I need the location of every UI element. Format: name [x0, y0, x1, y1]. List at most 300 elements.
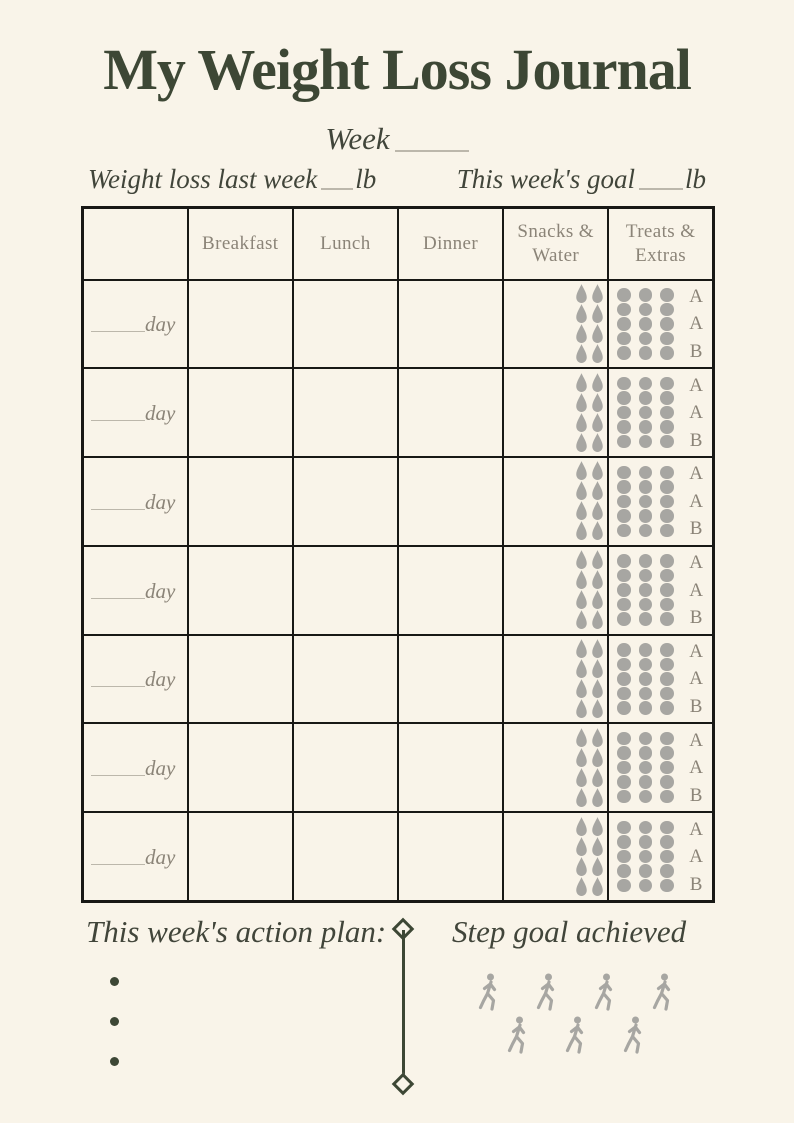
column-header-treats-extras: Treats & Extras [608, 208, 713, 280]
diamond-bottom-icon [392, 1073, 415, 1096]
day-cell [83, 812, 188, 901]
treat-dot [639, 761, 653, 775]
day-fill-in-line [91, 315, 145, 332]
dinner-cell [398, 635, 503, 724]
week-goal-label: This week's goal [456, 164, 635, 194]
water-droplet-icon [590, 432, 605, 453]
column-header-dinner: Dinner [398, 208, 503, 280]
water-droplet-icon [590, 480, 605, 501]
treat-dot [660, 612, 674, 626]
water-droplet-icon [590, 836, 605, 857]
treat-dot [660, 835, 674, 849]
water-droplet-icon [574, 787, 589, 808]
treat-dot [660, 598, 674, 612]
treat-dot [639, 406, 653, 420]
water-droplet-icon [590, 569, 605, 590]
breakfast-cell [188, 368, 293, 457]
page-title: My Weight Loss Journal [103, 37, 691, 102]
treat-dot [639, 332, 653, 346]
treat-dot [660, 480, 674, 494]
day-fill-in-line [91, 404, 145, 421]
treat-dot [639, 864, 653, 878]
day-fill-in-line [91, 493, 145, 510]
treat-dot [617, 658, 631, 672]
treat-letter: B [689, 873, 703, 895]
action-plan-bullets [110, 977, 119, 1066]
treat-dot [617, 480, 631, 494]
treat-dots-grid [617, 377, 674, 449]
lunch-cell [293, 368, 398, 457]
water-droplet-icon [590, 323, 605, 344]
treat-dot [617, 435, 631, 449]
snacks-water-cell [503, 457, 608, 546]
droplet-grid [574, 639, 605, 719]
week-row [0, 121, 794, 157]
treat-letter: A [689, 313, 703, 335]
treat-dot [660, 569, 674, 583]
table-body [83, 280, 714, 902]
treat-dot [639, 701, 653, 715]
treat-letter: A [689, 374, 703, 396]
step-goal-walkers [476, 972, 676, 1055]
day-row [83, 546, 714, 635]
treat-dots-grid [617, 466, 674, 538]
treat-dot [617, 850, 631, 864]
treat-letter: A [689, 757, 703, 779]
treat-dot [617, 317, 631, 331]
weight-loss-unit: lb [355, 164, 377, 194]
water-droplet-icon [590, 747, 605, 768]
treat-dot [639, 435, 653, 449]
treat-letter: B [689, 607, 703, 629]
water-droplet-icon [590, 372, 605, 393]
treat-dot [617, 879, 631, 893]
treat-dot [617, 495, 631, 509]
water-droplet-icon [590, 392, 605, 413]
day-label: day [145, 667, 176, 692]
breakfast-cell [188, 546, 293, 635]
walker-icon [592, 972, 618, 1012]
droplet-grid [574, 728, 605, 808]
breakfast-cell [188, 635, 293, 724]
treat-letter: A [689, 846, 703, 868]
snacks-water-cell [503, 546, 608, 635]
water-droplet-icon [574, 836, 589, 857]
subheader-row [88, 164, 706, 195]
treat-dot [660, 391, 674, 405]
treat-dot [639, 554, 653, 568]
treat-dot [660, 317, 674, 331]
water-droplet-icon [574, 856, 589, 877]
treat-dot [639, 303, 653, 317]
treat-dot [639, 420, 653, 434]
treat-dot [639, 643, 653, 657]
treat-dot [660, 509, 674, 523]
treat-dot [639, 672, 653, 686]
step-goal-label: Step goal achieved [452, 914, 687, 949]
week-goal-fill-in-line [639, 188, 683, 190]
treat-dot [617, 303, 631, 317]
treat-dot [660, 672, 674, 686]
column-header-breakfast: Breakfast [188, 208, 293, 280]
treat-dot [660, 583, 674, 597]
treat-dot [617, 612, 631, 626]
day-row [83, 368, 714, 457]
treat-dot [617, 864, 631, 878]
treat-dot [617, 643, 631, 657]
treat-dot [660, 761, 674, 775]
divider-line [402, 930, 405, 1083]
treat-dot [660, 879, 674, 893]
day-cell [83, 280, 188, 369]
treat-dot [660, 746, 674, 760]
day-cell [83, 635, 188, 724]
water-droplet-icon [590, 500, 605, 521]
water-droplet-icon [574, 303, 589, 324]
breakfast-cell [188, 280, 293, 369]
treat-dots-grid [617, 288, 674, 360]
column-header-day [83, 208, 188, 280]
snacks-water-cell [503, 280, 608, 369]
treat-dot [660, 466, 674, 480]
treat-dot [660, 658, 674, 672]
water-droplet-icon [590, 609, 605, 630]
treat-dots-grid [617, 554, 674, 626]
column-header-snacks-water: Snacks & Water [503, 208, 608, 280]
droplet-grid [574, 550, 605, 630]
water-droplet-icon [574, 392, 589, 413]
treat-dot [660, 495, 674, 509]
weight-loss-fill-in-line [321, 188, 353, 190]
water-droplet-icon [574, 549, 589, 570]
day-label: day [145, 845, 176, 870]
treat-letter: A [689, 463, 703, 485]
day-cell [83, 546, 188, 635]
week-goal-unit: lb [684, 164, 706, 194]
treat-dot [639, 377, 653, 391]
treat-letters [689, 553, 703, 627]
water-droplet-icon [590, 303, 605, 324]
weight-loss-item [88, 164, 376, 195]
treat-letters [689, 376, 703, 450]
walker-icon [621, 1015, 647, 1055]
day-fill-in-line [91, 670, 145, 687]
treat-dot [660, 775, 674, 789]
day-fill-in-line [91, 759, 145, 776]
breakfast-cell [188, 457, 293, 546]
day-cell [83, 723, 188, 812]
treat-letters [689, 287, 703, 361]
water-droplet-icon [574, 658, 589, 679]
water-droplet-icon [574, 500, 589, 521]
day-fill-in-line [91, 848, 145, 865]
treat-dot [617, 687, 631, 701]
treat-dot [617, 821, 631, 835]
treat-dot [617, 775, 631, 789]
treat-letter: A [689, 285, 703, 307]
treat-dot [639, 524, 653, 538]
treat-dot [617, 332, 631, 346]
water-droplet-icon [590, 638, 605, 659]
treat-dot [660, 420, 674, 434]
treat-dot [639, 850, 653, 864]
treat-letters [689, 731, 703, 805]
week-label: Week [325, 121, 390, 156]
treats-extras-cell [608, 280, 713, 369]
bullet-point [110, 977, 119, 986]
water-droplet-icon [590, 343, 605, 364]
treat-dot [617, 598, 631, 612]
week-goal-item [457, 164, 706, 195]
droplet-grid [574, 373, 605, 453]
treat-letters [689, 820, 703, 894]
treat-letter: B [689, 518, 703, 540]
treat-dot [660, 332, 674, 346]
walker-icon [563, 1015, 589, 1055]
breakfast-cell [188, 812, 293, 901]
treats-extras-cell [608, 457, 713, 546]
day-label: day [145, 312, 176, 337]
treat-dot [639, 391, 653, 405]
treat-dot [660, 850, 674, 864]
water-droplet-icon [574, 876, 589, 897]
treat-letter: A [689, 552, 703, 574]
water-droplet-icon [574, 283, 589, 304]
walker-row-1 [476, 972, 676, 1012]
treat-dot [639, 495, 653, 509]
water-droplet-icon [590, 460, 605, 481]
treat-dot [660, 732, 674, 746]
snacks-water-cell [503, 635, 608, 724]
treat-dot [617, 288, 631, 302]
water-droplet-icon [590, 698, 605, 719]
day-row [83, 723, 714, 812]
droplet-grid [574, 817, 605, 897]
water-droplet-icon [590, 876, 605, 897]
section-divider [392, 920, 414, 1093]
treat-dot [660, 524, 674, 538]
treat-dot [617, 732, 631, 746]
water-droplet-icon [574, 412, 589, 433]
walker-icon [476, 972, 502, 1012]
treat-dots-grid [617, 732, 674, 804]
treat-dot [660, 790, 674, 804]
lunch-cell [293, 280, 398, 369]
treat-letter: A [689, 668, 703, 690]
treat-dot [639, 879, 653, 893]
treat-dot [639, 598, 653, 612]
treat-letter: A [689, 490, 703, 512]
treat-dot [617, 672, 631, 686]
treats-extras-cell [608, 546, 713, 635]
treats-extras-cell [608, 812, 713, 901]
treat-dot [639, 790, 653, 804]
treat-dot [639, 732, 653, 746]
dinner-cell [398, 546, 503, 635]
treat-dot [639, 480, 653, 494]
lunch-cell [293, 723, 398, 812]
treat-letter: A [689, 402, 703, 424]
treat-dot [617, 701, 631, 715]
treat-dot [617, 524, 631, 538]
treat-dot [639, 746, 653, 760]
journal-table [81, 206, 715, 903]
water-droplet-icon [590, 816, 605, 837]
treat-dot [617, 406, 631, 420]
lunch-cell [293, 635, 398, 724]
treat-dot [660, 701, 674, 715]
treat-dot [660, 821, 674, 835]
treat-dot [639, 821, 653, 835]
treat-letter: A [689, 818, 703, 840]
water-droplet-icon [574, 372, 589, 393]
water-droplet-icon [574, 609, 589, 630]
treat-dots-grid [617, 643, 674, 715]
treat-dot [660, 554, 674, 568]
treat-dot [639, 687, 653, 701]
water-droplet-icon [574, 816, 589, 837]
treat-dot [660, 288, 674, 302]
treats-extras-cell [608, 368, 713, 457]
water-droplet-icon [590, 658, 605, 679]
walker-row-2 [505, 1015, 647, 1055]
treat-dot [639, 346, 653, 360]
water-droplet-icon [574, 638, 589, 659]
dinner-cell [398, 457, 503, 546]
table-header [83, 208, 714, 280]
water-droplet-icon [590, 412, 605, 433]
day-row [83, 280, 714, 369]
treat-dot [660, 406, 674, 420]
water-droplet-icon [574, 323, 589, 344]
water-droplet-icon [574, 480, 589, 501]
water-droplet-icon [590, 520, 605, 541]
treat-letter: B [689, 340, 703, 362]
treat-dot [639, 317, 653, 331]
treat-dot [617, 346, 631, 360]
bullet-point [110, 1057, 119, 1066]
treat-dot [639, 509, 653, 523]
weight-loss-label: Weight loss last week [88, 164, 318, 194]
droplet-grid [574, 461, 605, 541]
treat-dot [639, 835, 653, 849]
treat-letter: A [689, 729, 703, 751]
treats-extras-cell [608, 723, 713, 812]
snacks-water-cell [503, 368, 608, 457]
water-droplet-icon [574, 520, 589, 541]
treats-extras-cell [608, 635, 713, 724]
dinner-cell [398, 280, 503, 369]
treat-dot [617, 509, 631, 523]
snacks-water-cell [503, 723, 608, 812]
treat-dot [660, 864, 674, 878]
treat-dot [617, 377, 631, 391]
treat-dot [617, 420, 631, 434]
droplet-grid [574, 284, 605, 364]
treat-dot [660, 435, 674, 449]
day-row [83, 812, 714, 901]
water-droplet-icon [590, 283, 605, 304]
snacks-water-cell [503, 812, 608, 901]
treat-dot [617, 835, 631, 849]
treat-dot [617, 583, 631, 597]
water-droplet-icon [590, 856, 605, 877]
treat-letter: B [689, 695, 703, 717]
dinner-cell [398, 723, 503, 812]
treat-dot [617, 391, 631, 405]
day-label: day [145, 578, 176, 603]
lunch-cell [293, 546, 398, 635]
day-cell [83, 457, 188, 546]
day-row [83, 457, 714, 546]
treat-dot [639, 612, 653, 626]
treat-dot [617, 746, 631, 760]
water-droplet-icon [574, 678, 589, 699]
treat-letter: B [689, 784, 703, 806]
treat-letter: A [689, 579, 703, 601]
dinner-cell [398, 812, 503, 901]
day-cell [83, 368, 188, 457]
breakfast-cell [188, 723, 293, 812]
water-droplet-icon [574, 698, 589, 719]
treat-dots-grid [617, 821, 674, 893]
water-droplet-icon [590, 549, 605, 570]
treat-dot [660, 303, 674, 317]
treat-letters [689, 642, 703, 716]
day-label: day [145, 489, 176, 514]
water-droplet-icon [590, 727, 605, 748]
water-droplet-icon [590, 767, 605, 788]
water-droplet-icon [574, 589, 589, 610]
treat-letter: A [689, 640, 703, 662]
day-row [83, 635, 714, 724]
treat-dot [617, 554, 631, 568]
walker-icon [650, 972, 676, 1012]
treat-dot [639, 466, 653, 480]
water-droplet-icon [574, 343, 589, 364]
treat-dot [660, 643, 674, 657]
treat-letters [689, 464, 703, 538]
water-droplet-icon [574, 767, 589, 788]
treat-dot [639, 569, 653, 583]
treat-dot [639, 583, 653, 597]
lunch-cell [293, 457, 398, 546]
treat-dot [639, 775, 653, 789]
treat-letter: B [689, 429, 703, 451]
bullet-point [110, 1017, 119, 1026]
action-plan-label: This week's action plan: [86, 914, 387, 949]
day-fill-in-line [91, 582, 145, 599]
treat-dot [639, 658, 653, 672]
water-droplet-icon [590, 678, 605, 699]
treat-dot [639, 288, 653, 302]
walker-icon [505, 1015, 531, 1055]
water-droplet-icon [574, 569, 589, 590]
day-label: day [145, 401, 176, 426]
treat-dot [617, 569, 631, 583]
day-label: day [145, 756, 176, 781]
water-droplet-icon [590, 589, 605, 610]
week-fill-in-line [395, 150, 469, 152]
treat-dot [660, 687, 674, 701]
lunch-cell [293, 812, 398, 901]
treat-dot [617, 466, 631, 480]
treat-dot [617, 790, 631, 804]
water-droplet-icon [574, 727, 589, 748]
water-droplet-icon [590, 787, 605, 808]
column-header-lunch: Lunch [293, 208, 398, 280]
water-droplet-icon [574, 432, 589, 453]
